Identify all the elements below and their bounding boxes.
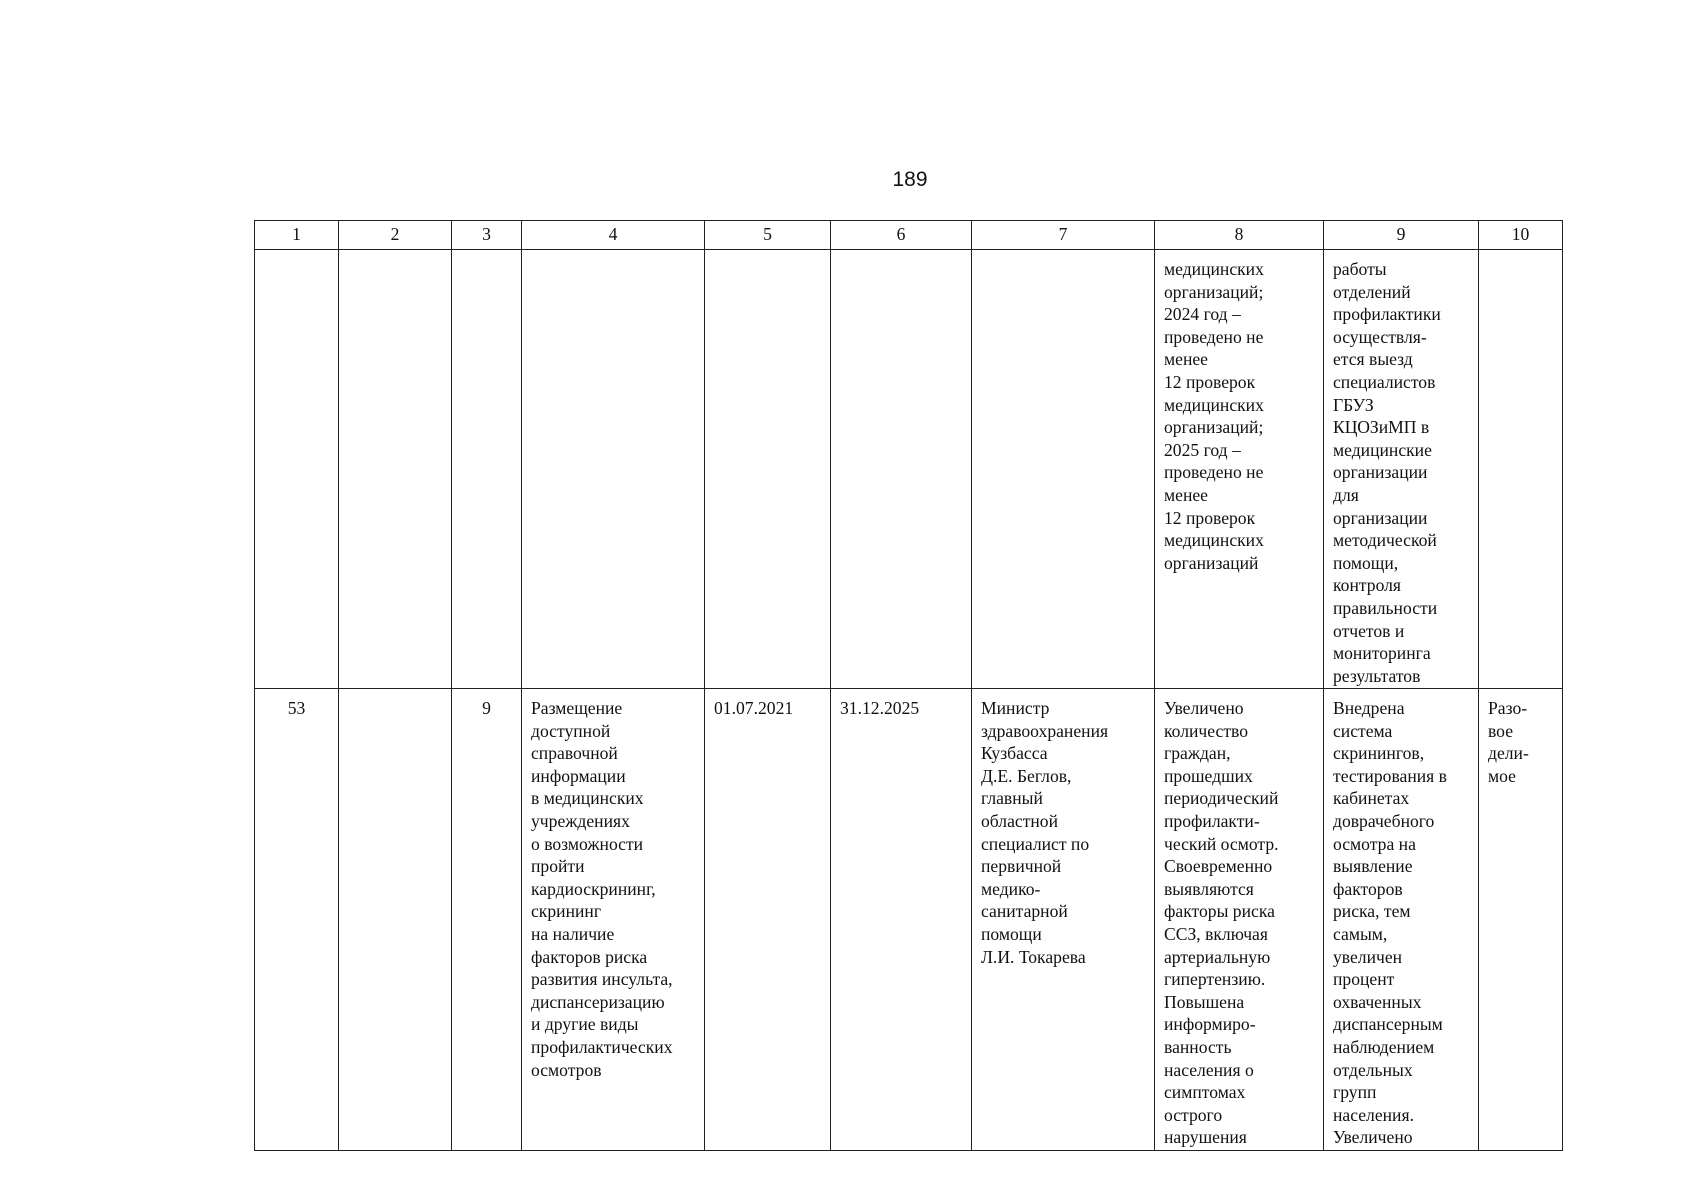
text-line: организаций;: [1164, 281, 1264, 302]
text-line: методической: [1333, 530, 1437, 551]
outcome-cell: [1324, 689, 1479, 1151]
text-line: помощи: [981, 923, 1042, 944]
text-line: граждан,: [1164, 743, 1231, 764]
text-line: осмотров: [531, 1059, 602, 1080]
text-line: для: [1333, 484, 1359, 505]
text-line: КЦОЗиМП в: [1333, 417, 1430, 438]
text-line: факторов риска: [531, 946, 648, 967]
header-cell: 6: [831, 221, 972, 250]
table-cell: [705, 250, 831, 689]
continuation-row: [255, 250, 1563, 689]
continuation-col9-cell: [1324, 250, 1479, 689]
text-line: и другие виды: [531, 1014, 639, 1035]
periodicity-cell: [1479, 689, 1563, 1151]
text-line: кардиоскрининг,: [531, 878, 656, 899]
text-line: организации: [1333, 507, 1428, 528]
text-line: проведено не: [1164, 326, 1264, 347]
header-cell: 10: [1479, 221, 1563, 250]
table-cell: [339, 250, 452, 689]
header-cell: 9: [1324, 221, 1479, 250]
text-line: менее: [1164, 349, 1208, 370]
text-line: результатов: [1333, 665, 1421, 686]
text-line: Повышена: [1164, 991, 1245, 1012]
text-line: медико-: [981, 878, 1041, 899]
table-cell: [255, 250, 339, 689]
text-line: 2025 год –: [1164, 439, 1241, 460]
text-line: организаций;: [1164, 417, 1264, 438]
text-line: отделений: [1333, 281, 1411, 302]
text-line: диспансерным: [1333, 1014, 1443, 1035]
table-cell: [831, 250, 972, 689]
text-line: Министр: [981, 698, 1050, 718]
text-line: периодический: [1164, 788, 1279, 809]
col3-cell: 9: [452, 689, 522, 1151]
text-line: профилакти-: [1164, 810, 1260, 831]
text-line: населения о: [1164, 1059, 1254, 1080]
text-line: помощи,: [1333, 552, 1399, 573]
text-line: доврачебного: [1333, 810, 1435, 831]
responsible-cell: [972, 689, 1155, 1151]
continuation-col8-cell: [1155, 250, 1324, 689]
text-line: вое: [1488, 720, 1514, 741]
header-cell: 1: [255, 221, 339, 250]
text-line: правильности: [1333, 597, 1438, 618]
text-line: дели-: [1488, 743, 1529, 764]
text-line: осмотра на: [1333, 833, 1416, 854]
text-line: мое: [1488, 765, 1516, 786]
table-cell: [972, 250, 1155, 689]
text-line: кабинетах: [1333, 788, 1410, 809]
header-cell: 4: [522, 221, 705, 250]
end-date-cell: 31.12.2025: [831, 689, 972, 1151]
text-line: работы: [1333, 259, 1387, 279]
text-line: профилактических: [531, 1036, 673, 1057]
text-line: медицинские: [1333, 439, 1432, 460]
row-number-cell: 53: [255, 689, 339, 1151]
text-line: увеличен: [1333, 946, 1403, 967]
start-date-cell: 01.07.2021: [705, 689, 831, 1151]
text-line: ческий осмотр.: [1164, 833, 1279, 854]
text-line: тестирования в: [1333, 765, 1447, 786]
measure-description-cell: [522, 689, 705, 1151]
text-line: медицинских: [1164, 394, 1264, 415]
text-line: организации: [1333, 462, 1428, 483]
text-line: развития инсульта,: [531, 969, 673, 990]
text-line: гипертензию.: [1164, 969, 1266, 990]
header-cell: 5: [705, 221, 831, 250]
text-line: выявляются: [1164, 878, 1254, 899]
text-line: Своевременно: [1164, 856, 1273, 877]
text-line: информиро-: [1164, 1014, 1256, 1035]
text-line: санитарной: [981, 901, 1068, 922]
text-line: главный: [981, 788, 1043, 809]
col2-cell: [339, 689, 452, 1151]
header-cell: 8: [1155, 221, 1324, 250]
text-line: в медицинских: [531, 788, 644, 809]
text-line: количество: [1164, 720, 1248, 741]
text-line: выявление: [1333, 856, 1413, 877]
text-line: 2024 год –: [1164, 304, 1241, 325]
text-line: артериальную: [1164, 946, 1271, 967]
text-line: самым,: [1333, 923, 1388, 944]
page-number: 189: [892, 168, 928, 191]
table-cell: [522, 250, 705, 689]
text-line: 12 проверок: [1164, 371, 1256, 392]
text-line: учреждениях: [531, 810, 630, 831]
text-line: Увеличено: [1164, 698, 1244, 718]
text-line: профилактики: [1333, 304, 1441, 325]
text-line: медицинских: [1164, 530, 1264, 551]
text-line: первичной: [981, 856, 1062, 877]
text-line: на наличие: [531, 923, 615, 944]
text-line: специалист по: [981, 833, 1090, 854]
text-line: Кузбасса: [981, 743, 1048, 764]
text-line: риска, тем: [1333, 901, 1411, 922]
text-line: Разо-: [1488, 698, 1528, 718]
table-cell: [452, 250, 522, 689]
table-row: [255, 689, 1563, 1151]
table-cell: [1479, 250, 1563, 689]
column-number-row: [255, 221, 1563, 250]
text-line: справочной: [531, 743, 618, 764]
text-line: областной: [981, 810, 1059, 831]
text-line: нарушения: [1164, 1127, 1247, 1148]
text-line: острого: [1164, 1104, 1223, 1125]
header-cell: 2: [339, 221, 452, 250]
text-line: отдельных: [1333, 1059, 1413, 1080]
text-line: охваченных: [1333, 991, 1422, 1012]
text-line: населения.: [1333, 1104, 1414, 1125]
text-line: осуществля-: [1333, 326, 1427, 347]
header-cell: 3: [452, 221, 522, 250]
text-line: специалистов: [1333, 371, 1436, 392]
text-line: симптомах: [1164, 1082, 1246, 1103]
text-line: пройти: [531, 856, 585, 877]
text-line: Д.Е. Беглов,: [981, 765, 1072, 786]
text-line: система: [1333, 720, 1393, 741]
text-line: скринингов,: [1333, 743, 1425, 764]
text-line: Внедрена: [1333, 698, 1405, 718]
text-line: прошедших: [1164, 765, 1253, 786]
text-line: факторов: [1333, 878, 1403, 899]
text-line: диспансеризацию: [531, 991, 665, 1012]
header-cell: 7: [972, 221, 1155, 250]
text-line: ванность: [1164, 1036, 1232, 1057]
text-line: наблюдением: [1333, 1036, 1435, 1057]
text-line: мониторинга: [1333, 643, 1431, 664]
text-line: групп: [1333, 1082, 1377, 1103]
text-line: Размещение: [531, 698, 623, 718]
text-line: о возможности: [531, 833, 644, 854]
text-line: Л.И. Токарева: [981, 946, 1086, 967]
expected-result-cell: [1155, 689, 1324, 1151]
measures-table: [254, 220, 1563, 1151]
text-line: отчетов и: [1333, 620, 1405, 641]
text-line: медицинских: [1164, 259, 1264, 279]
text-line: факторы риска: [1164, 901, 1275, 922]
text-line: 12 проверок: [1164, 507, 1256, 528]
text-line: организаций: [1164, 552, 1259, 573]
text-line: процент: [1333, 969, 1395, 990]
text-line: здравоохранения: [981, 720, 1109, 741]
text-line: доступной: [531, 720, 611, 741]
text-line: контроля: [1333, 575, 1402, 596]
text-line: проведено не: [1164, 462, 1264, 483]
text-line: ССЗ, включая: [1164, 923, 1268, 944]
text-line: менее: [1164, 484, 1208, 505]
text-line: информации: [531, 765, 626, 786]
text-line: ется выезд: [1333, 349, 1413, 370]
text-line: Увеличено: [1333, 1127, 1413, 1148]
text-line: ГБУЗ: [1333, 394, 1374, 415]
text-line: скрининг: [531, 901, 602, 922]
